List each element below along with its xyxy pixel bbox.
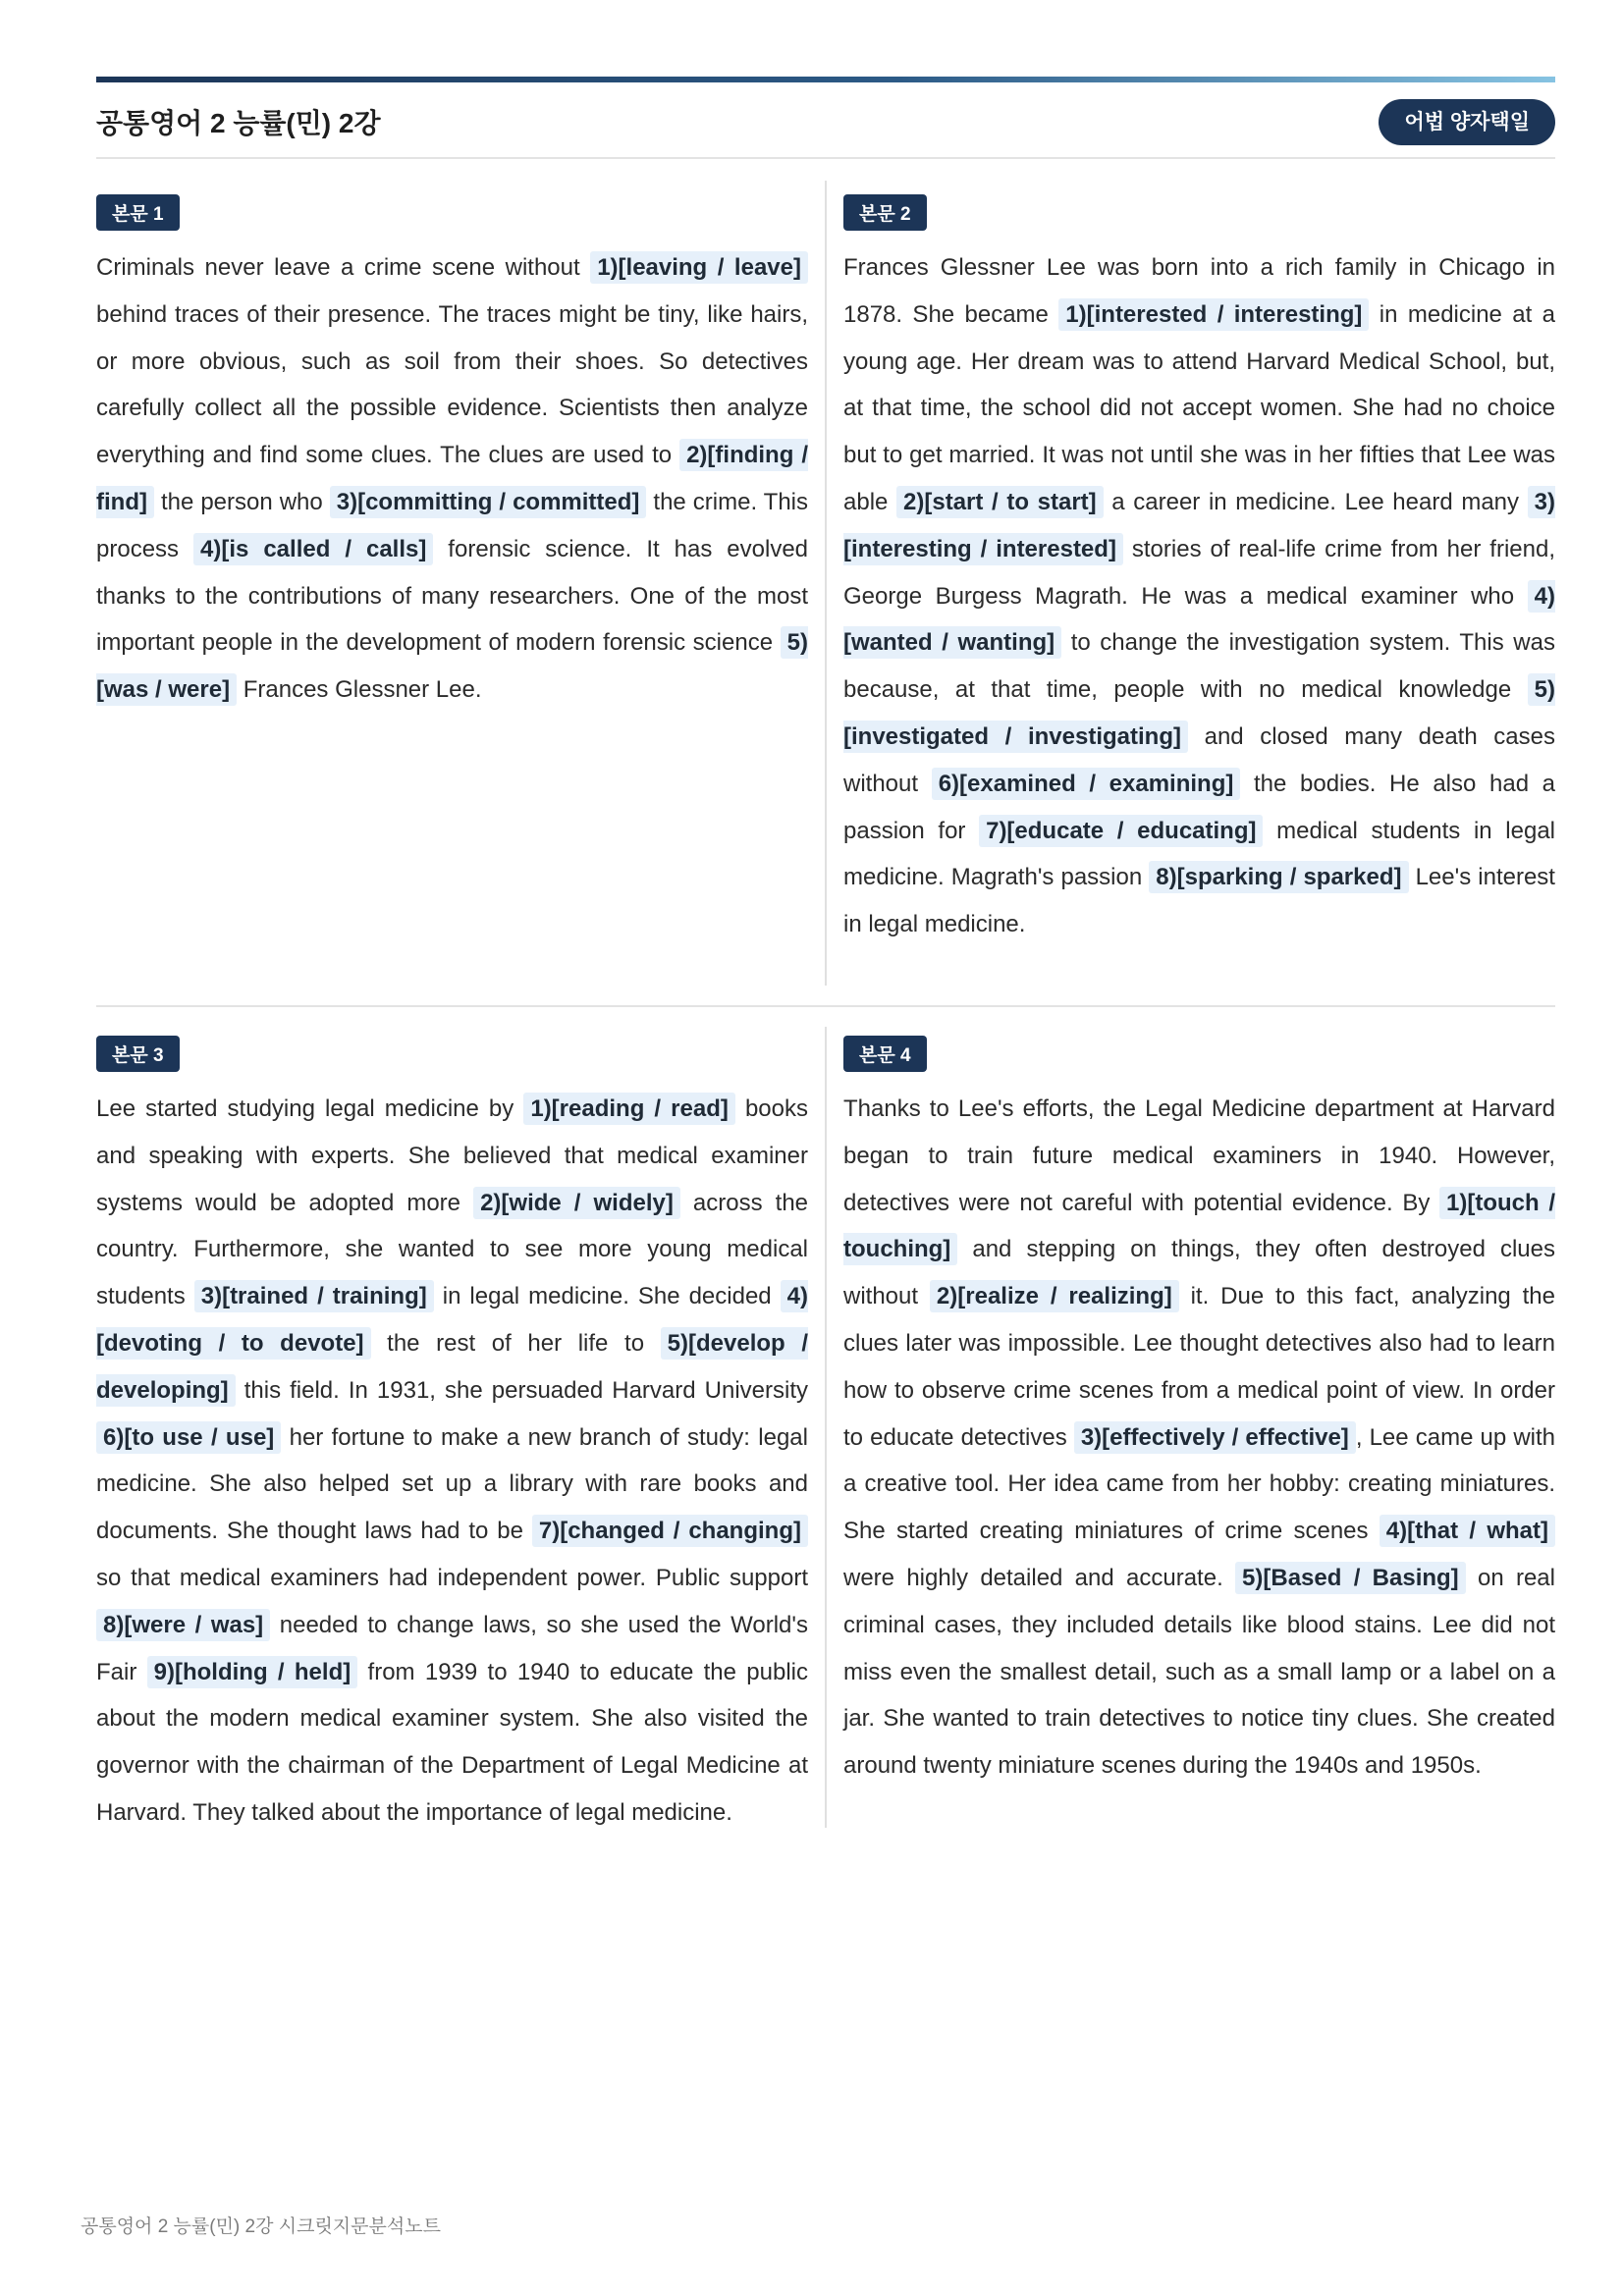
page-footer: 공통영어 2 능률(민) 2강 시크릿지문분석노트 — [81, 2216, 441, 2237]
grammar-choice: 2)[realize / realizing] — [930, 1280, 1179, 1312]
passage-label: 본문 4 — [843, 1036, 927, 1072]
row-divider — [96, 1005, 1555, 1007]
grammar-choice: 1)[reading / read] — [523, 1093, 735, 1125]
grammar-choice: 2)[start / to start] — [896, 486, 1104, 518]
grammar-choice: 3)[interesting / interested] — [843, 486, 1555, 565]
grammar-choice: 4)[is called / calls] — [193, 533, 433, 565]
grammar-choice: 4)[that / what] — [1380, 1515, 1555, 1547]
passage-label: 본문 1 — [96, 194, 180, 231]
column-divider-top — [825, 181, 827, 986]
grammar-choice: 5)[was / were] — [96, 626, 808, 706]
passage-text: Lee started studying legal medicine by 1)[reading / read] books and speaking with experts. She believed that medical examiner systems would be adopted more 2)[wide / widely] across the country. Furthermore, she wanted to see more young medical students 3)[trained / training] in legal medicine. She decided 4)[devoting / to devote] the rest of her life to 5)[develop / developing] this field. In 1931, she persuaded Harvard University 6)[to use / use] her fortune to make a new branch of study: legal medicine. She also helped set up a library with rare books and documents. She thought laws had to be 7)[changed / changing] so that medical examiners had independent power. Public support 8)[were / was] needed to change laws, so she used the World's Fair 9)[holding / held] from 1939 to 1940 to educate the public about the modern medical examiner system. She also visited the governor with the chairman of the Department of Legal Medicine at Harvard. They talked about the importance of legal medicine. — [96, 1086, 808, 1837]
grammar-choice: 6)[examined / examining] — [932, 768, 1241, 800]
grammar-choice: 3)[effectively / effective] — [1074, 1421, 1356, 1454]
grammar-choice: 7)[changed / changing] — [532, 1515, 808, 1547]
header-divider — [96, 157, 1555, 159]
passage-text: Criminals never leave a crime scene without 1)[leaving / leave] behind traces of their presence. The traces might be tiny, like hairs, or more obvious, such as soil from their shoes. So detectives carefully collect all the possible evidence. Scientists then analyze everything and find some clues. The clues are used to 2)[finding / find] the person who 3)[committing / committed] the crime. This process 4)[is called / calls] forensic science. It has evolved thanks to the contributions of many researchers. One of the most important people in the development of modern forensic science 5)[was / were] Frances Glessner Lee. — [96, 244, 808, 714]
passage-3 — [96, 1036, 808, 1837]
passage-text: Frances Glessner Lee was born into a rich family in Chicago in 1878. She became 1)[interested / interesting] in medicine at a young age. Her dream was to attend Harvard Medical School, but, at that time, the school did not accept women. She had no choice but to get married. It was not until she was in her fifties that Lee was able 2)[start / to start] a career in medicine. Lee heard many 3)[interesting / interested] stories of real-life crime from her friend, George Burgess Magrath. He was a medical examiner who 4)[wanted / wanting] to change the investigation system. This was because, at that time, people with no medical knowledge 5)[investigated / investigating] and closed many death cases without 6)[examined / examining] the bodies. He also had a passion for 7)[educate / educating] medical students in legal medicine. Magrath's passion 8)[sparking / sparked] Lee's interest in legal medicine. — [843, 254, 1556, 938]
grammar-choice: 8)[sparking / sparked] — [1149, 861, 1408, 893]
grammar-choice: 5)[develop / developing] — [96, 1327, 808, 1407]
grammar-choice: 7)[educate / educating] — [979, 815, 1263, 847]
grammar-choice: 2)[wide / widely] — [473, 1187, 680, 1219]
header-accent-bar — [96, 77, 1555, 82]
passage-2 — [843, 194, 1555, 948]
passage-text: Thanks to Lee's efforts, the Legal Medicine department at Harvard began to train future medical examiners in 1940. However, detectives were not careful with potential evidence. By 1)[touch / touching] and stepping on things, they often destroyed clues without 2)[realize / realizing] it. Due to this fact, analyzing the clues later was impossible. Lee thought detectives also had to learn how to observe crime scenes from a medical point of view. In order to educate detectives 3)[effectively / effective] , Lee came up with a creative tool. Her idea came from her hobby: creating miniatures. She started creating miniatures of crime scenes 4)[that / what] were highly detailed and accurate. 5)[Based / Basing] on real criminal cases, they included details like blood stains. Lee did not miss even the smallest detail, such as a small lamp or a label on a jar. She wanted to train detectives to notice tiny clues. She created around twenty miniature scenes during the 1940s and 1950s. — [843, 1095, 1556, 1780]
grammar-choice: 4)[devoting / to devote] — [96, 1280, 808, 1360]
grammar-choice: 1)[touch / touching] — [843, 1187, 1555, 1266]
grammar-choice: 4)[wanted / wanting] — [843, 580, 1555, 660]
passage-4 — [843, 1036, 1555, 1789]
passage-label: 본문 3 — [96, 1036, 180, 1072]
grammar-choice: 9)[holding / held] — [147, 1656, 358, 1688]
grammar-choice: 3)[trained / training] — [194, 1280, 434, 1312]
worksheet-type-badge: 어법 양자택일 — [1379, 99, 1555, 145]
grammar-choice: 5)[Based / Basing] — [1235, 1562, 1466, 1594]
grammar-choice: 8)[were / was] — [96, 1609, 270, 1641]
grammar-choice: 1)[leaving / leave] — [590, 251, 808, 284]
grammar-choice: 3)[committing / committed] — [330, 486, 647, 518]
grammar-choice: 5)[investigated / investigating] — [843, 673, 1555, 753]
column-divider-bottom — [825, 1027, 827, 1828]
grammar-choice: 2)[finding / find] — [96, 439, 808, 518]
grammar-choice: 1)[interested / interesting] — [1058, 298, 1369, 331]
passage-label: 본문 2 — [843, 194, 927, 231]
passage-1 — [96, 194, 808, 714]
page-title: 공통영어 2 능률(민) 2강 — [96, 108, 381, 138]
grammar-choice: 6)[to use / use] — [96, 1421, 281, 1454]
